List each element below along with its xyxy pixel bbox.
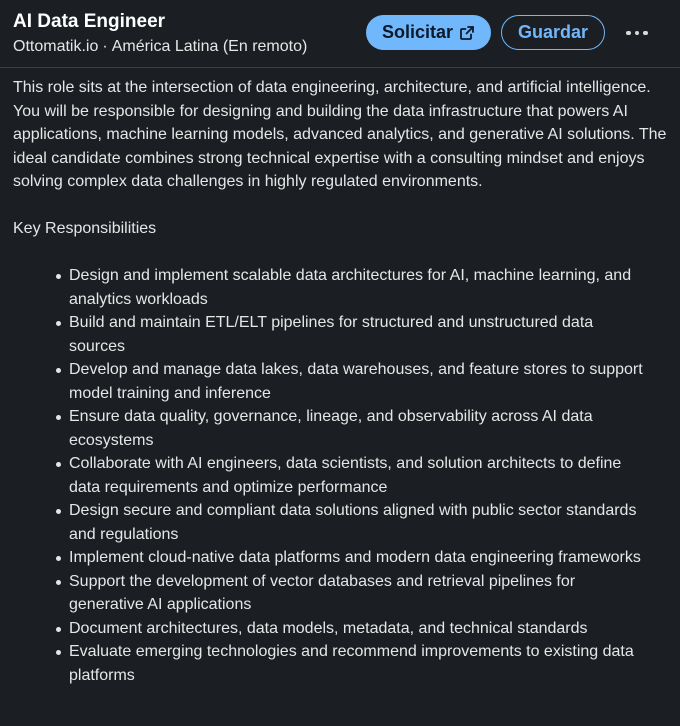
subtitle-separator: · <box>102 38 108 55</box>
job-description <box>0 68 680 687</box>
responsibilities-list <box>13 264 667 687</box>
apply-button[interactable] <box>366 15 491 50</box>
list-item: Document architectures, data models, metadata, and technical standards <box>69 617 667 641</box>
apply-button-label: Solicitar <box>381 22 454 42</box>
more-options-button[interactable] <box>618 18 656 48</box>
job-title: AI Data Engineer <box>13 11 166 32</box>
external-link-icon <box>459 25 475 41</box>
more-horizontal-icon <box>626 31 631 36</box>
save-button[interactable] <box>501 15 605 50</box>
save-button-label: Guardar <box>517 22 589 42</box>
list-item: Develop and manage data lakes, data warehouses, and feature stores to support model training and inference <box>69 358 667 405</box>
job-header <box>0 0 680 68</box>
list-item: Support the development of vector databases and retrieval pipelines for generative AI applications <box>69 570 667 617</box>
list-item: Design and implement scalable data architectures for AI, machine learning, and analytics workloads <box>69 264 667 311</box>
list-item: Implement cloud-native data platforms and modern data engineering frameworks <box>69 546 667 570</box>
list-item: Evaluate emerging technologies and recommend improvements to existing data platforms <box>69 640 667 687</box>
list-item: Build and maintain ETL/ELT pipelines for structured and unstructured data sources <box>69 311 667 358</box>
list-item: Ensure data quality, governance, lineage, and observability across AI data ecosystems <box>69 405 667 452</box>
description-intro: This role sits at the intersection of data engineering, architecture, and artificial intelligence. You will be responsible for designing and building the data infrastructure that powers AI applications, machine learning models, advanced analytics, and generative AI solutions. The ideal candidate combines strong technical expertise with a consulting mindset and enjoys solving complex data challenges in highly regulated environments. <box>13 79 667 190</box>
section-title-key-responsibilities: Key Responsibilities <box>13 220 157 237</box>
list-item: Design secure and compliant data solutions aligned with public sector standards and regulations <box>69 499 667 546</box>
list-item: Collaborate with AI engineers, data scientists, and solution architects to define data requirements and optimize performance <box>69 452 667 499</box>
company-name[interactable]: Ottomatik.io <box>13 38 99 55</box>
job-location: América Latina (En remoto) <box>111 38 308 55</box>
job-subtitle <box>13 37 307 57</box>
